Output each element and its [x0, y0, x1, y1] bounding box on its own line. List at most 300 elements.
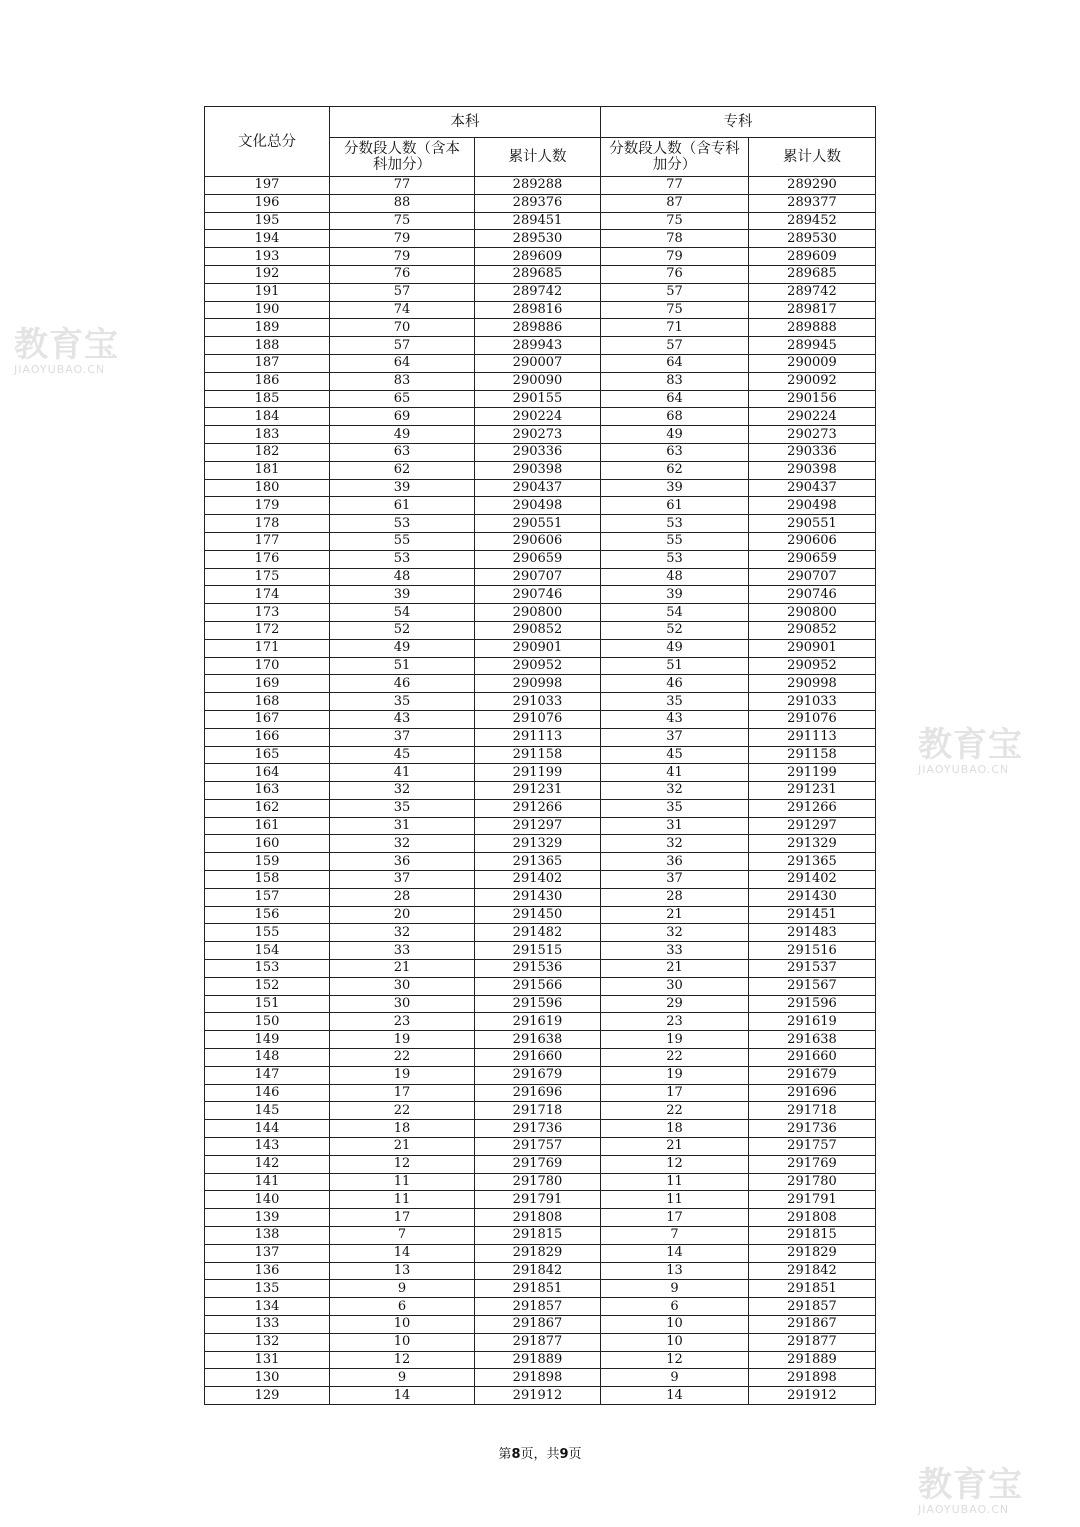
zhuanke-segment-cell: 18 — [601, 1120, 749, 1138]
benke-segment-cell: 52 — [330, 621, 475, 639]
watermark-logo — [918, 725, 1023, 776]
benke-cumulative-cell: 291780 — [475, 1173, 601, 1191]
table-row — [205, 426, 876, 444]
score-cell: 160 — [205, 835, 330, 853]
score-cell: 185 — [205, 390, 330, 408]
header-score: 文化总分 — [205, 107, 330, 177]
benke-segment-cell: 33 — [330, 942, 475, 960]
table-row — [205, 924, 876, 942]
score-cell: 161 — [205, 817, 330, 835]
table-row — [205, 1351, 876, 1369]
benke-cumulative-cell: 290090 — [475, 372, 601, 390]
benke-cumulative-cell: 291660 — [475, 1049, 601, 1067]
benke-segment-cell: 79 — [330, 248, 475, 266]
zhuanke-segment-cell: 11 — [601, 1191, 749, 1209]
zhuanke-cumulative-cell: 291808 — [749, 1209, 876, 1227]
zhuanke-segment-cell: 32 — [601, 782, 749, 800]
benke-segment-cell: 57 — [330, 283, 475, 301]
benke-segment-cell: 63 — [330, 443, 475, 461]
zhuanke-cumulative-cell: 291329 — [749, 835, 876, 853]
table-row — [205, 230, 876, 248]
zhuanke-segment-cell: 7 — [601, 1227, 749, 1245]
table-row — [205, 550, 876, 568]
score-cell: 194 — [205, 230, 330, 248]
score-cell: 146 — [205, 1084, 330, 1102]
zhuanke-segment-cell: 23 — [601, 1013, 749, 1031]
benke-cumulative-cell: 291402 — [475, 871, 601, 889]
benke-segment-cell: 54 — [330, 604, 475, 622]
table-row — [205, 1387, 876, 1405]
table-row — [205, 354, 876, 372]
zhuanke-cumulative-cell: 291660 — [749, 1049, 876, 1067]
page-footer — [0, 1443, 1080, 1462]
zhuanke-cumulative-cell: 290746 — [749, 586, 876, 604]
score-cell: 159 — [205, 853, 330, 871]
score-cell: 182 — [205, 443, 330, 461]
zhuanke-segment-cell: 51 — [601, 657, 749, 675]
zhuanke-segment-cell: 39 — [601, 586, 749, 604]
benke-cumulative-cell: 290224 — [475, 408, 601, 426]
table-row — [205, 1013, 876, 1031]
footer-suffix: 页 — [568, 1447, 582, 1462]
score-cell: 180 — [205, 479, 330, 497]
score-cell: 175 — [205, 568, 330, 586]
benke-cumulative-cell: 291679 — [475, 1066, 601, 1084]
zhuanke-cumulative-cell: 289452 — [749, 212, 876, 230]
zhuanke-segment-cell: 46 — [601, 675, 749, 693]
benke-segment-cell: 55 — [330, 532, 475, 550]
score-cell: 168 — [205, 693, 330, 711]
zhuanke-cumulative-cell: 291857 — [749, 1298, 876, 1316]
score-cell: 165 — [205, 746, 330, 764]
benke-segment-cell: 69 — [330, 408, 475, 426]
benke-cumulative-cell: 291912 — [475, 1387, 601, 1405]
zhuanke-cumulative-cell: 291769 — [749, 1155, 876, 1173]
zhuanke-cumulative-cell: 291567 — [749, 977, 876, 995]
footer-middle: 页，共 — [520, 1447, 560, 1462]
zhuanke-segment-cell: 9 — [601, 1280, 749, 1298]
benke-cumulative-cell: 290998 — [475, 675, 601, 693]
benke-segment-cell: 61 — [330, 497, 475, 515]
zhuanke-segment-cell: 63 — [601, 443, 749, 461]
zhuanke-cumulative-cell: 290707 — [749, 568, 876, 586]
zhuanke-cumulative-cell: 291619 — [749, 1013, 876, 1031]
zhuanke-cumulative-cell: 291815 — [749, 1227, 876, 1245]
zhuanke-cumulative-cell: 290437 — [749, 479, 876, 497]
zhuanke-segment-cell: 36 — [601, 853, 749, 871]
footer-page-number: 8 — [511, 1447, 521, 1462]
benke-segment-cell: 62 — [330, 461, 475, 479]
table-body — [205, 177, 876, 1405]
zhuanke-segment-cell: 21 — [601, 906, 749, 924]
benke-cumulative-cell: 291482 — [475, 924, 601, 942]
benke-segment-cell: 28 — [330, 888, 475, 906]
score-cell: 189 — [205, 319, 330, 337]
table-row — [205, 906, 876, 924]
table-row — [205, 319, 876, 337]
score-cell: 149 — [205, 1031, 330, 1049]
benke-cumulative-cell: 290155 — [475, 390, 601, 408]
zhuanke-segment-cell: 83 — [601, 372, 749, 390]
zhuanke-segment-cell: 31 — [601, 817, 749, 835]
benke-segment-cell: 39 — [330, 586, 475, 604]
benke-segment-cell: 74 — [330, 301, 475, 319]
table-row — [205, 1066, 876, 1084]
watermark-cn: 教育宝 — [918, 725, 1023, 765]
zhuanke-cumulative-cell: 291199 — [749, 764, 876, 782]
zhuanke-segment-cell: 61 — [601, 497, 749, 515]
benke-cumulative-cell: 291450 — [475, 906, 601, 924]
benke-segment-cell: 32 — [330, 924, 475, 942]
benke-segment-cell: 30 — [330, 995, 475, 1013]
score-cell: 176 — [205, 550, 330, 568]
table-row — [205, 817, 876, 835]
table-row — [205, 995, 876, 1013]
zhuanke-cumulative-cell: 290009 — [749, 354, 876, 372]
score-cell: 152 — [205, 977, 330, 995]
benke-segment-cell: 37 — [330, 871, 475, 889]
table-header — [205, 107, 876, 177]
benke-segment-cell: 6 — [330, 1298, 475, 1316]
benke-cumulative-cell: 291877 — [475, 1333, 601, 1351]
table-row — [205, 301, 876, 319]
benke-cumulative-cell: 291867 — [475, 1316, 601, 1334]
zhuanke-cumulative-cell: 291867 — [749, 1316, 876, 1334]
zhuanke-segment-cell: 45 — [601, 746, 749, 764]
table-row — [205, 675, 876, 693]
zhuanke-segment-cell: 79 — [601, 248, 749, 266]
benke-segment-cell: 19 — [330, 1031, 475, 1049]
zhuanke-cumulative-cell: 291430 — [749, 888, 876, 906]
score-cell: 151 — [205, 995, 330, 1013]
zhuanke-cumulative-cell: 291780 — [749, 1173, 876, 1191]
benke-cumulative-cell: 289816 — [475, 301, 601, 319]
benke-segment-cell: 48 — [330, 568, 475, 586]
table-row — [205, 461, 876, 479]
table-row — [205, 515, 876, 533]
benke-segment-cell: 18 — [330, 1120, 475, 1138]
benke-cumulative-cell: 291076 — [475, 710, 601, 728]
benke-segment-cell: 45 — [330, 746, 475, 764]
table-row — [205, 283, 876, 301]
benke-cumulative-cell: 291736 — [475, 1120, 601, 1138]
watermark-en: JIAOYUBAO.CN — [918, 763, 1010, 776]
benke-cumulative-cell: 289530 — [475, 230, 601, 248]
score-cell: 187 — [205, 354, 330, 372]
table-row — [205, 1298, 876, 1316]
benke-cumulative-cell: 291889 — [475, 1351, 601, 1369]
table-row — [205, 1173, 876, 1191]
benke-cumulative-cell: 289685 — [475, 265, 601, 283]
score-cell: 156 — [205, 906, 330, 924]
zhuanke-cumulative-cell: 290952 — [749, 657, 876, 675]
zhuanke-cumulative-cell: 291912 — [749, 1387, 876, 1405]
table-row — [205, 799, 876, 817]
table-row — [205, 497, 876, 515]
zhuanke-segment-cell: 14 — [601, 1387, 749, 1405]
zhuanke-segment-cell: 21 — [601, 1138, 749, 1156]
score-cell: 134 — [205, 1298, 330, 1316]
zhuanke-cumulative-cell: 290156 — [749, 390, 876, 408]
zhuanke-cumulative-cell: 291851 — [749, 1280, 876, 1298]
score-distribution-table — [204, 106, 876, 1405]
benke-cumulative-cell: 291297 — [475, 817, 601, 835]
benke-segment-cell: 11 — [330, 1191, 475, 1209]
benke-cumulative-cell: 290398 — [475, 461, 601, 479]
table-row — [205, 390, 876, 408]
zhuanke-cumulative-cell: 289290 — [749, 177, 876, 195]
benke-cumulative-cell: 291536 — [475, 960, 601, 978]
benke-segment-cell: 39 — [330, 479, 475, 497]
zhuanke-segment-cell: 30 — [601, 977, 749, 995]
benke-cumulative-cell: 290901 — [475, 639, 601, 657]
zhuanke-segment-cell: 57 — [601, 283, 749, 301]
benke-segment-cell: 88 — [330, 194, 475, 212]
footer-total-pages: 9 — [559, 1447, 569, 1462]
benke-cumulative-cell: 289376 — [475, 194, 601, 212]
zhuanke-segment-cell: 75 — [601, 301, 749, 319]
zhuanke-segment-cell: 64 — [601, 390, 749, 408]
zhuanke-segment-cell: 68 — [601, 408, 749, 426]
zhuanke-segment-cell: 19 — [601, 1031, 749, 1049]
table-row — [205, 479, 876, 497]
benke-cumulative-cell: 289609 — [475, 248, 601, 266]
zhuanke-segment-cell: 62 — [601, 461, 749, 479]
benke-segment-cell: 83 — [330, 372, 475, 390]
table-row — [205, 657, 876, 675]
zhuanke-segment-cell: 6 — [601, 1298, 749, 1316]
benke-cumulative-cell: 291266 — [475, 799, 601, 817]
benke-cumulative-cell: 291718 — [475, 1102, 601, 1120]
score-cell: 131 — [205, 1351, 330, 1369]
table-row — [205, 532, 876, 550]
score-cell: 190 — [205, 301, 330, 319]
zhuanke-cumulative-cell: 291596 — [749, 995, 876, 1013]
benke-segment-cell: 17 — [330, 1209, 475, 1227]
score-cell: 135 — [205, 1280, 330, 1298]
table-row — [205, 728, 876, 746]
score-cell: 140 — [205, 1191, 330, 1209]
table-row — [205, 1120, 876, 1138]
zhuanke-segment-cell: 49 — [601, 639, 749, 657]
zhuanke-cumulative-cell: 290336 — [749, 443, 876, 461]
benke-segment-cell: 53 — [330, 515, 475, 533]
score-cell: 158 — [205, 871, 330, 889]
zhuanke-cumulative-cell: 291266 — [749, 799, 876, 817]
table-row — [205, 1369, 876, 1387]
benke-segment-cell: 32 — [330, 782, 475, 800]
score-cell: 179 — [205, 497, 330, 515]
zhuanke-cumulative-cell: 290901 — [749, 639, 876, 657]
benke-cumulative-cell: 290852 — [475, 621, 601, 639]
benke-segment-cell: 23 — [330, 1013, 475, 1031]
benke-segment-cell: 30 — [330, 977, 475, 995]
benke-cumulative-cell: 290952 — [475, 657, 601, 675]
score-cell: 133 — [205, 1316, 330, 1334]
score-cell: 144 — [205, 1120, 330, 1138]
score-cell: 196 — [205, 194, 330, 212]
zhuanke-segment-cell: 75 — [601, 212, 749, 230]
table-row — [205, 1191, 876, 1209]
score-cell: 141 — [205, 1173, 330, 1191]
benke-segment-cell: 70 — [330, 319, 475, 337]
score-cell: 139 — [205, 1209, 330, 1227]
benke-segment-cell: 21 — [330, 1138, 475, 1156]
score-cell: 186 — [205, 372, 330, 390]
table-row — [205, 1316, 876, 1334]
zhuanke-segment-cell: 48 — [601, 568, 749, 586]
score-cell: 154 — [205, 942, 330, 960]
score-cell: 132 — [205, 1333, 330, 1351]
watermark-cn: 教育宝 — [918, 1465, 1023, 1505]
benke-cumulative-cell: 290746 — [475, 586, 601, 604]
benke-segment-cell: 64 — [330, 354, 475, 372]
score-cell: 178 — [205, 515, 330, 533]
zhuanke-cumulative-cell: 290800 — [749, 604, 876, 622]
zhuanke-segment-cell: 43 — [601, 710, 749, 728]
benke-cumulative-cell: 291329 — [475, 835, 601, 853]
zhuanke-segment-cell: 64 — [601, 354, 749, 372]
benke-cumulative-cell: 291596 — [475, 995, 601, 1013]
benke-cumulative-cell: 289742 — [475, 283, 601, 301]
table-row — [205, 443, 876, 461]
benke-cumulative-cell: 289288 — [475, 177, 601, 195]
zhuanke-segment-cell: 17 — [601, 1084, 749, 1102]
score-cell: 197 — [205, 177, 330, 195]
zhuanke-cumulative-cell: 291679 — [749, 1066, 876, 1084]
zhuanke-cumulative-cell: 289530 — [749, 230, 876, 248]
zhuanke-segment-cell: 55 — [601, 532, 749, 550]
benke-cumulative-cell: 291638 — [475, 1031, 601, 1049]
watermark-logo — [14, 325, 119, 376]
score-cell: 148 — [205, 1049, 330, 1067]
benke-segment-cell: 20 — [330, 906, 475, 924]
benke-segment-cell: 19 — [330, 1066, 475, 1084]
zhuanke-segment-cell: 35 — [601, 693, 749, 711]
table-row — [205, 960, 876, 978]
benke-cumulative-cell: 291857 — [475, 1298, 601, 1316]
score-cell: 167 — [205, 710, 330, 728]
score-cell: 157 — [205, 888, 330, 906]
benke-cumulative-cell: 290659 — [475, 550, 601, 568]
zhuanke-cumulative-cell: 291842 — [749, 1262, 876, 1280]
zhuanke-cumulative-cell: 289817 — [749, 301, 876, 319]
table-row — [205, 1084, 876, 1102]
benke-segment-cell: 9 — [330, 1280, 475, 1298]
benke-cumulative-cell: 291430 — [475, 888, 601, 906]
zhuanke-cumulative-cell: 291297 — [749, 817, 876, 835]
score-cell: 137 — [205, 1244, 330, 1262]
score-cell: 145 — [205, 1102, 330, 1120]
benke-segment-cell: 35 — [330, 693, 475, 711]
benke-cumulative-cell: 291199 — [475, 764, 601, 782]
score-cell: 164 — [205, 764, 330, 782]
zhuanke-cumulative-cell: 291451 — [749, 906, 876, 924]
score-cell: 129 — [205, 1387, 330, 1405]
zhuanke-cumulative-cell: 291537 — [749, 960, 876, 978]
score-cell: 155 — [205, 924, 330, 942]
zhuanke-cumulative-cell: 291791 — [749, 1191, 876, 1209]
benke-segment-cell: 10 — [330, 1316, 475, 1334]
table-row — [205, 835, 876, 853]
benke-cumulative-cell: 291231 — [475, 782, 601, 800]
benke-segment-cell: 32 — [330, 835, 475, 853]
benke-segment-cell: 9 — [330, 1369, 475, 1387]
score-cell: 172 — [205, 621, 330, 639]
zhuanke-cumulative-cell: 291483 — [749, 924, 876, 942]
zhuanke-cumulative-cell: 289609 — [749, 248, 876, 266]
table-row — [205, 710, 876, 728]
table-row — [205, 764, 876, 782]
benke-segment-cell: 79 — [330, 230, 475, 248]
benke-segment-cell: 17 — [330, 1084, 475, 1102]
benke-segment-cell: 51 — [330, 657, 475, 675]
zhuanke-cumulative-cell: 291638 — [749, 1031, 876, 1049]
table-row — [205, 1155, 876, 1173]
table-row — [205, 1280, 876, 1298]
score-cell: 170 — [205, 657, 330, 675]
zhuanke-segment-cell: 32 — [601, 835, 749, 853]
table-row — [205, 1031, 876, 1049]
score-cell: 136 — [205, 1262, 330, 1280]
header-benke-segment: 分数段人数（含本科加分） — [330, 138, 475, 177]
zhuanke-cumulative-cell: 289742 — [749, 283, 876, 301]
score-cell: 181 — [205, 461, 330, 479]
zhuanke-segment-cell: 53 — [601, 515, 749, 533]
zhuanke-cumulative-cell: 291889 — [749, 1351, 876, 1369]
benke-cumulative-cell: 290800 — [475, 604, 601, 622]
table-row — [205, 265, 876, 283]
score-cell: 169 — [205, 675, 330, 693]
zhuanke-segment-cell: 33 — [601, 942, 749, 960]
zhuanke-cumulative-cell: 290852 — [749, 621, 876, 639]
table-row — [205, 871, 876, 889]
zhuanke-cumulative-cell: 291898 — [749, 1369, 876, 1387]
score-cell: 162 — [205, 799, 330, 817]
score-cell: 173 — [205, 604, 330, 622]
watermark-cn: 教育宝 — [14, 325, 119, 365]
zhuanke-segment-cell: 78 — [601, 230, 749, 248]
table-row — [205, 337, 876, 355]
zhuanke-cumulative-cell: 290224 — [749, 408, 876, 426]
zhuanke-segment-cell: 32 — [601, 924, 749, 942]
benke-cumulative-cell: 290498 — [475, 497, 601, 515]
score-cell: 150 — [205, 1013, 330, 1031]
score-cell: 130 — [205, 1369, 330, 1387]
header-zhuanke-cumulative: 累计人数 — [749, 138, 876, 177]
benke-segment-cell: 14 — [330, 1244, 475, 1262]
benke-segment-cell: 46 — [330, 675, 475, 693]
benke-cumulative-cell: 291033 — [475, 693, 601, 711]
zhuanke-cumulative-cell: 290659 — [749, 550, 876, 568]
benke-cumulative-cell: 291842 — [475, 1262, 601, 1280]
score-cell: 147 — [205, 1066, 330, 1084]
zhuanke-cumulative-cell: 291113 — [749, 728, 876, 746]
benke-cumulative-cell: 291898 — [475, 1369, 601, 1387]
score-cell: 193 — [205, 248, 330, 266]
zhuanke-cumulative-cell: 291736 — [749, 1120, 876, 1138]
score-cell: 143 — [205, 1138, 330, 1156]
zhuanke-segment-cell: 57 — [601, 337, 749, 355]
zhuanke-cumulative-cell: 290092 — [749, 372, 876, 390]
benke-segment-cell: 14 — [330, 1387, 475, 1405]
benke-segment-cell: 75 — [330, 212, 475, 230]
zhuanke-cumulative-cell: 290498 — [749, 497, 876, 515]
benke-cumulative-cell: 291619 — [475, 1013, 601, 1031]
benke-cumulative-cell: 291515 — [475, 942, 601, 960]
zhuanke-cumulative-cell: 289685 — [749, 265, 876, 283]
table-row — [205, 942, 876, 960]
